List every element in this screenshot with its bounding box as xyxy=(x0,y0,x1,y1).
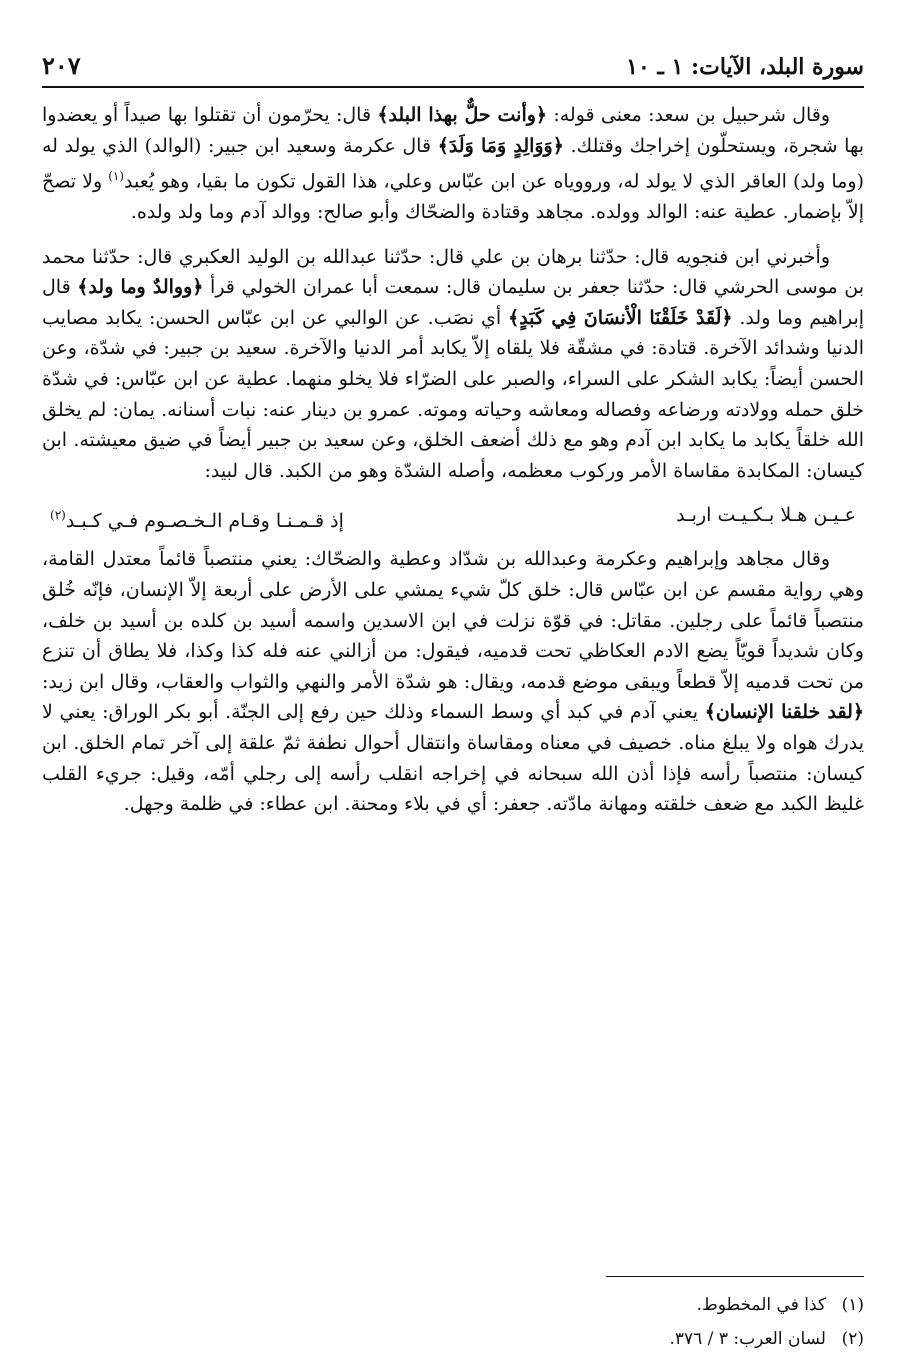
quran-quote: ﴿وأنت حلٌّ بهذا البلد﴾ xyxy=(377,104,548,126)
text-segment: وقال شرحبيل بن سعد: معنى قوله: xyxy=(547,104,831,126)
paragraph-3 xyxy=(42,544,864,819)
page-header xyxy=(42,38,864,88)
quran-quote: ﴿لقد خلقنا الإنسان﴾ xyxy=(704,701,864,724)
quran-quote: ﴿لَقَدْ خَلَقْنَا الْأنسَانَ فِي كَبَدٍ﴾ xyxy=(508,306,733,329)
footnote-number: (١) xyxy=(841,1295,864,1315)
body-text xyxy=(42,100,864,834)
text-segment: يعني آدم في كبد أي وسط السماء وذلك حين رفع إلى الجنّة. أبو بكر الوراق: يعني لا يدرك هواه ولا يبلغ مناه. خصيف في معناه ومقاساة وانتقال أحوال نطفة ثمّ علقة إلى آخر تمام الخلق. ابن كيسان: منتصباً رأسه فإذا أذن الله سبحانه في إخراجه انقلب رأسه إلى رجلي أمّه، وقيل: جريء القلب غليظ الكبد مع ضعف خلقته ومهانة مادّته. جعفر: أي في بلاء ومحنة. ابن عطاء: في ظلمة وجهل. xyxy=(42,701,864,816)
quran-quote: ﴿وَوَالِدٍ وَمَا وَلَدَ﴾ xyxy=(437,134,564,157)
poetry-verse xyxy=(42,500,864,536)
footnote-ref-2[interactable]: (٢) xyxy=(50,508,66,523)
text-segment: وأخبرني ابن فنجويه قال: حدّثنا برهان بن علي قال: حدّثنا عبدالله بن الوليد العكبري قال: حدّثنا محمد بن موسى الحرشي قال: حدّثنا جعفر بن سليمان قال: سمعت أبا عمران الخولي قرأ xyxy=(42,245,864,299)
verse-hemistich-left-wrap xyxy=(50,500,344,536)
text-segment: أي نصَب. عن الوالبي عن ابن عبّاس الحسن: يكابد مصايب الدنيا وشدائد الآخرة. قتادة: في مشقّة فلا يلقاه إلاّ يكابد أمر الدنيا والآخرة. سعيد بن جبير: في شدّة، وعن الحسن أيضاً: يكابد الشكر على السراء، والصبر على الضرّاء فلا يخلو منهما. عطية عن ابن عبّاس: في شدّة خلق حمله وولادته ورضاعه وفصاله ومعاشه وحياته وموته. عمرو بن دينار عنه: نبات أسنانه. يمان: لم يخلق الله خلقاً يكابد ما يكابد ابن آدم وهو مع ذلك أضعف الخلق، وعن سعيد بن جبير أيضاً في ضيق معيشته. ابن كيسان: المكابدة مقاساة الأمر وركوب معظمه، وأصله الشدّة وهو من الكبد. قال لبيد: xyxy=(42,306,864,482)
footnote-number: (٢) xyxy=(841,1329,864,1349)
verse-hemistich-right: عـيـن هـلا بـكـيـت اربـد xyxy=(676,504,856,527)
footnote-divider xyxy=(606,1276,864,1277)
footnote-1 xyxy=(42,1288,864,1322)
page xyxy=(42,38,865,1349)
text-segment: وقال مجاهد وإبراهيم وعكرمة وعبدالله بن شدّاد وعطية والضحّاك: يعني منتصباً قائماً معتدل القامة، وهي رواية مقسم عن ابن عبّاس قال: خلق كلّ شيء يمشي على الأرض على أربعة إلاّ الإنسان، فإنّه خُلق منتصباً قائماً على رجلين. مقاتل: في قوّة نزلت في ابن الاسدين واسمه أسيد بن كلده بن أسيد بن خلف، وكان شديداً قويّاً يضع الادم العكاظي تحت قدميه، فيقول: من أزالني عنه فله كذا وكذا، فلا يطاق أن تنزع من تحت قدميه إلاّ قطعاً ويبقى موضع قدمه، ويقال: هو شدّة الأمر والنهي والثواب والعقاب، وقال ابن زيد: xyxy=(42,548,864,693)
paragraph-2 xyxy=(42,242,864,487)
text-segment: قال إبراهيم وما ولد. xyxy=(42,276,865,329)
verse-hemistich-left: إذ قـمـنـا وقـام الـخـصـوم فـي كـبـد xyxy=(65,509,344,532)
footnote-text: لسان العرب: ٣ / ٣٧٦. xyxy=(669,1329,826,1349)
footnote-2 xyxy=(42,1322,864,1356)
footnotes xyxy=(42,1288,864,1356)
page-number: ٢٠٧ xyxy=(42,51,81,80)
footnote-text: كذا في المخطوط. xyxy=(696,1295,826,1315)
quran-quote: ﴿ووالدٌ وما ولد﴾ xyxy=(77,276,204,299)
text-segment: قال: يحرّمون أن تقتلوا بها صيداً أو يعضدوا بها شجرة، ويستحلّون إخراجك وقتلك. xyxy=(42,104,865,157)
header-title: سورة البلد، الآيات: ١ ـ ١٠ xyxy=(626,54,864,80)
paragraph-1 xyxy=(42,100,864,228)
text-segment: قال عكرمة وسعيد ابن جبير: (الوالد) الذي يولد له (وما ولد) العاقر الذي لا يولد له، ورووياه عن ابن عبّاس وعلي، هذا القول تكون ما بقيا، وهو يُعبد xyxy=(42,134,864,193)
footnote-ref-1[interactable]: (١) xyxy=(108,169,125,184)
text-segment: ولا تصحّ إلاّ بإضمار. عطية عنه: الوالد وولده. مجاهد وقتادة والضحّاك وأبو صالح: ووالد آدم وما ولد ولده. xyxy=(42,170,864,224)
